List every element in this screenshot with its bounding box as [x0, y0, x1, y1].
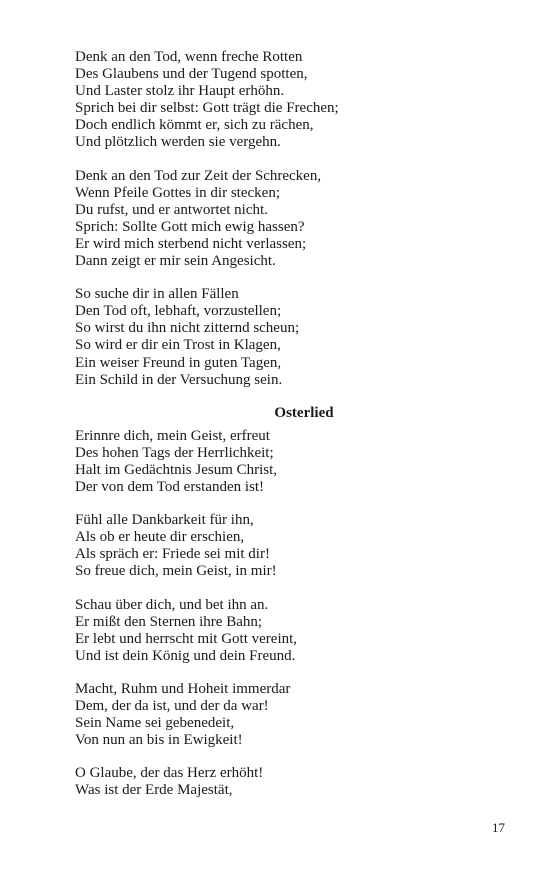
page-number: 17 [492, 820, 505, 835]
verse-line: Als ob er heute dir erschien, [75, 529, 245, 546]
poem-continuation [75, 49, 505, 389]
stanza [75, 286, 505, 389]
verse-line: O Glaube, der das Herz erhöht! [75, 765, 264, 782]
verse-line: Des hohen Tags der Herrlichkeit; [75, 444, 274, 461]
verse-line: Den Tod oft, lebhaft, vorzustellen; [75, 303, 282, 320]
poem-title: Osterlied [274, 404, 334, 421]
verse-line: Und Laster stolz ihr Haupt erhöhn. [75, 83, 285, 100]
verse-line: Halt im Gedächtnis Jesum Christ, [75, 461, 278, 478]
verse-line: Du rufst, und er antwortet nicht. [75, 201, 268, 218]
verse-line: Er lebt und herrscht mit Gott vereint, [75, 630, 298, 647]
verse-line: Und ist dein König und dein Freund. [75, 647, 296, 664]
verse-line: Er wird mich sterbend nicht verlassen; [75, 235, 307, 252]
verse-line: Dem, der da ist, und der da war! [75, 698, 269, 714]
stanza [75, 765, 505, 799]
stanza [75, 512, 505, 580]
verse-line: So wirst du ihn nicht zitternd scheun; [75, 320, 300, 337]
verse-line: Als spräch er: Friede sei mit dir! [75, 546, 270, 563]
verse-line: Und plötzlich werden sie vergehn. [75, 134, 281, 151]
verse-line: Was ist der Erde Majestät, [75, 782, 233, 799]
verse-line: Wenn Pfeile Gottes in dir stecken; [75, 184, 280, 201]
verse-line: Denk an den Tod zur Zeit der Schrecken, [75, 167, 322, 184]
verse-line: Sprich bei dir selbst: Gott trägt die Frechen; [75, 100, 339, 117]
verse-line: Er mißt den Sternen ihre Bahn; [75, 613, 263, 630]
verse-line: Erinnre dich, mein Geist, erfreut [75, 427, 270, 444]
verse-line: Macht, Ruhm und Hoheit immerdar [75, 680, 291, 697]
verse-line: Sprich: Sollte Gott mich ewig hassen? [75, 218, 305, 235]
verse-line: So wird er dir ein Trost in Klagen, [75, 337, 281, 354]
poem-osterlied [75, 428, 505, 800]
verse-line: So suche dir in allen Fällen [75, 286, 239, 303]
verse-line: Des Glaubens und der Tugend spotten, [75, 66, 308, 83]
verse-line: So freue dich, mein Geist, in mir! [75, 563, 277, 580]
verse-line: Fühl alle Dankbarkeit für ihn, [75, 512, 254, 529]
verse-line: Von nun an bis in Ewigkeit! [75, 732, 243, 749]
verse-line: Doch endlich kömmt er, sich zu rächen, [75, 117, 314, 134]
verse-line: Ein weiser Freund in guten Tagen, [75, 354, 282, 371]
text-block [75, 49, 505, 815]
verse-line: Der von dem Tod erstanden ist! [75, 479, 265, 496]
stanza [75, 428, 505, 496]
verse-line: Denk an den Tod, wenn freche Rotten [75, 49, 303, 65]
verse-line: Schau über dich, und bet ihn an. [75, 596, 269, 613]
stanza [75, 49, 505, 152]
stanza [75, 597, 505, 665]
verse-line: Ein Schild in der Versuchung sein. [75, 371, 283, 388]
stanza [75, 681, 505, 749]
verse-line: Sein Name sei gebenedeit, [75, 715, 235, 732]
verse-line: Dann zeigt er mir sein Angesicht. [75, 253, 276, 270]
stanza [75, 168, 505, 271]
